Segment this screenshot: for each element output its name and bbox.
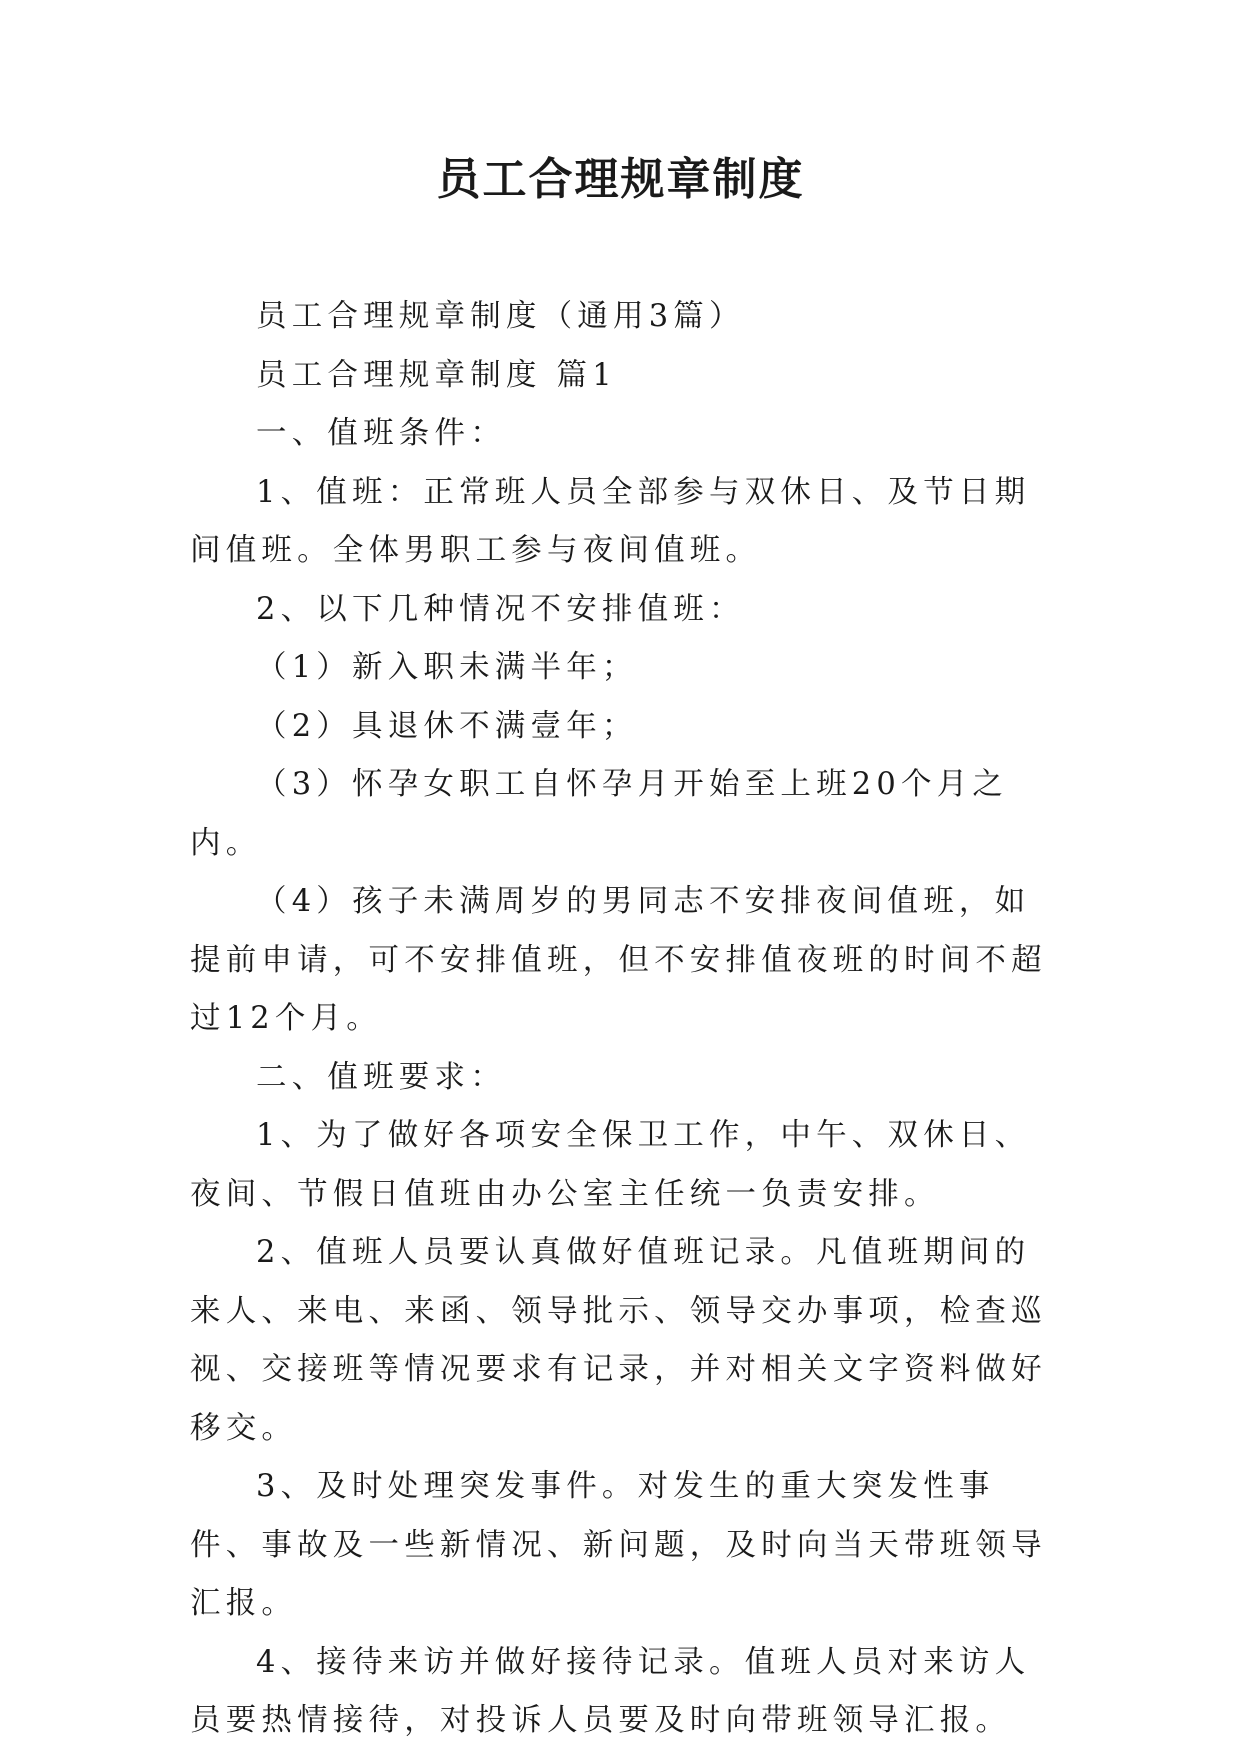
document-body (190, 288, 1062, 1751)
list-item: （3）怀孕女职工自怀孕月开始至上班20个月之内。 (190, 767, 1009, 861)
paragraph-subtitle: 员工合理规章制度（通用3篇） (256, 299, 745, 334)
paragraph-heading-requirements: 二、值班要求： (256, 1059, 506, 1095)
paragraph-heading-conditions: 一、值班条件： (256, 416, 506, 451)
paragraph-section-heading: 员工合理规章制度 篇1 (256, 357, 617, 393)
paragraph: 3、及时处理突发事件。对发生的重大突发性事件、事故及一些新情况、新问题，及时向当天带班领导汇报。 (190, 1469, 1047, 1621)
list-item: （2）具退休不满壹年； (256, 708, 638, 744)
list-item: （4）孩子未满周岁的男同志不安排夜间值班，如提前申请，可不安排值班，但不安排值夜班的时间不超过12个月。 (190, 884, 1047, 1036)
paragraph: 4、接待来访并做好接待记录。值班人员对来访人员要热情接待，对投诉人员要及时向带班领导汇报。 (190, 1644, 1031, 1738)
paragraph: 2、值班人员要认真做好值班记录。凡值班期间的来人、来电、来函、领导批示、领导交办事项，检查巡视、交接班等情况要求有记录，并对相关文字资料做好移交。 (190, 1235, 1047, 1446)
document-title: 员工合理规章制度 (436, 154, 805, 205)
paragraph: 1、值班：正常班人员全部参与双休日、及节日期间值班。全体男职工参与夜间值班。 (190, 474, 1031, 568)
paragraph: 1、为了做好各项安全保卫工作，中午、双休日、夜间、节假日值班由办公室主任统一负责安排。 (190, 1118, 1031, 1212)
list-item: （1）新入职未满半年； (256, 650, 638, 685)
paragraph: 2、以下几种情况不安排值班： (256, 591, 745, 627)
